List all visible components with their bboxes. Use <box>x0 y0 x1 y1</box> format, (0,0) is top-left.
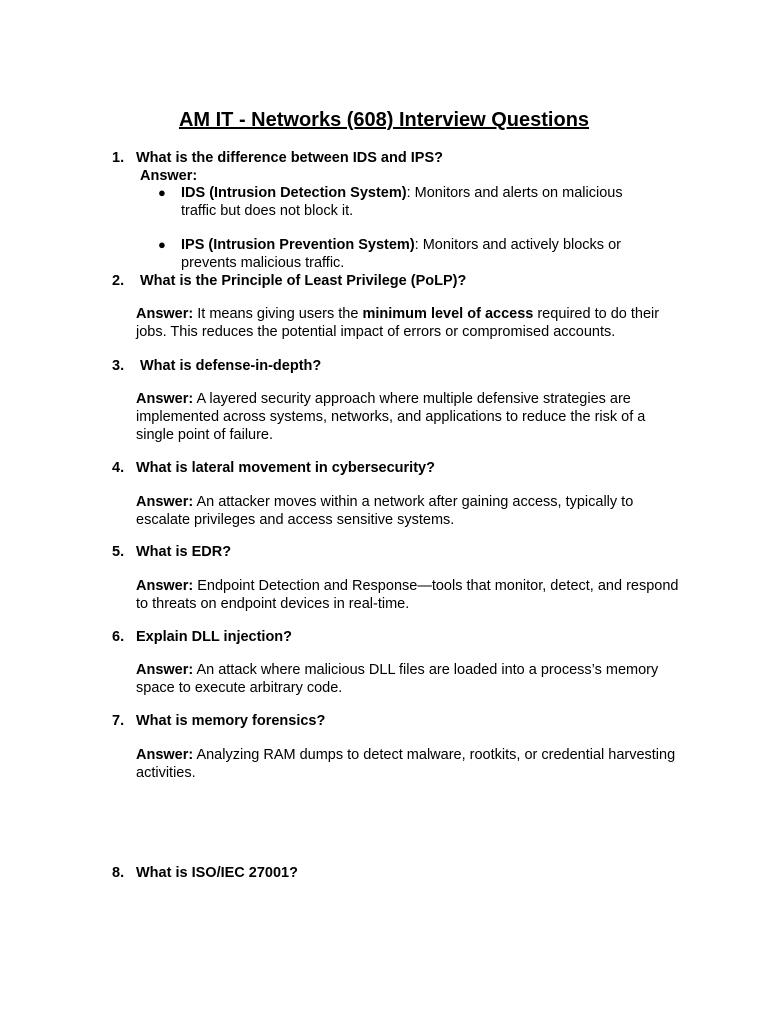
answer-bullet <box>181 184 661 220</box>
question-number: 5. <box>112 544 125 560</box>
answer-label: Answer: <box>136 306 194 322</box>
answer-label: Answer: <box>136 747 194 763</box>
answer-paragraph <box>136 305 681 341</box>
question-text: What is EDR? <box>136 544 232 560</box>
question-text: What is the difference between IDS and IPS? <box>136 150 443 166</box>
bullet-term: IDS (Intrusion Detection System) <box>181 185 407 201</box>
question-number: 7. <box>112 713 125 729</box>
answer-label: Answer: <box>136 494 194 510</box>
answer-text: Endpoint Detection and Response—tools that monitor, detect, and respond to threats on endpoint devices in real-time. <box>136 578 679 612</box>
question-number: 4. <box>112 460 125 476</box>
answer-paragraph <box>136 746 681 782</box>
question-text: What is the Principle of Least Privilege (PoLP)? <box>140 273 467 289</box>
answer-label: Answer: <box>136 578 194 594</box>
answer-paragraph <box>136 661 681 697</box>
bullet-text: : Monitors and alerts on malicious traffic but does not block it. <box>181 185 623 219</box>
answer-bullet <box>181 236 661 272</box>
answer-paragraph <box>136 577 681 613</box>
answer-label: Answer: <box>136 391 194 407</box>
answer-label: Answer: <box>136 662 194 678</box>
answer-paragraph <box>136 390 681 444</box>
question-text: Explain DLL injection? <box>136 629 293 645</box>
answer-text: Analyzing RAM dumps to detect malware, rootkits, or credential harvesting activities. <box>136 747 676 781</box>
answer-text: It means giving users the <box>193 306 363 322</box>
question-number: 8. <box>112 865 125 881</box>
page-title: AM IT - Networks (608) Interview Questions <box>178 109 590 131</box>
question-text: What is memory forensics? <box>136 713 326 729</box>
bullet-icon: ● <box>158 185 166 200</box>
bullet-text: : Monitors and actively blocks or prevents malicious traffic. <box>181 237 621 271</box>
question-number: 2. <box>112 273 125 289</box>
question-text: What is ISO/IEC 27001? <box>136 865 298 881</box>
answer-text: An attack where malicious DLL files are loaded into a process’s memory space to execute arbitrary code. <box>136 662 659 696</box>
answer-emphasis: minimum level of access <box>362 306 534 322</box>
answer-text: A layered security approach where multiple defensive strategies are implemented across systems, networks, and applications to reduce the risk of a single point of failure. <box>136 391 646 443</box>
question-number: 1. <box>112 150 125 166</box>
answer-heading: Answer: <box>140 168 198 184</box>
bullet-term: IPS (Intrusion Prevention System) <box>181 237 415 253</box>
answer-text: An attacker moves within a network after gaining access, typically to escalate privileges and access sensitive systems. <box>136 494 634 528</box>
bullet-icon: ● <box>158 237 166 252</box>
question-text: What is lateral movement in cybersecurity? <box>136 460 435 476</box>
question-number: 6. <box>112 629 125 645</box>
question-number: 3. <box>112 358 125 374</box>
answer-text: required to do their jobs. This reduces the potential impact of errors or compromised accounts. <box>136 306 660 340</box>
question-text: What is defense-in-depth? <box>140 358 322 374</box>
answer-paragraph <box>136 493 681 529</box>
